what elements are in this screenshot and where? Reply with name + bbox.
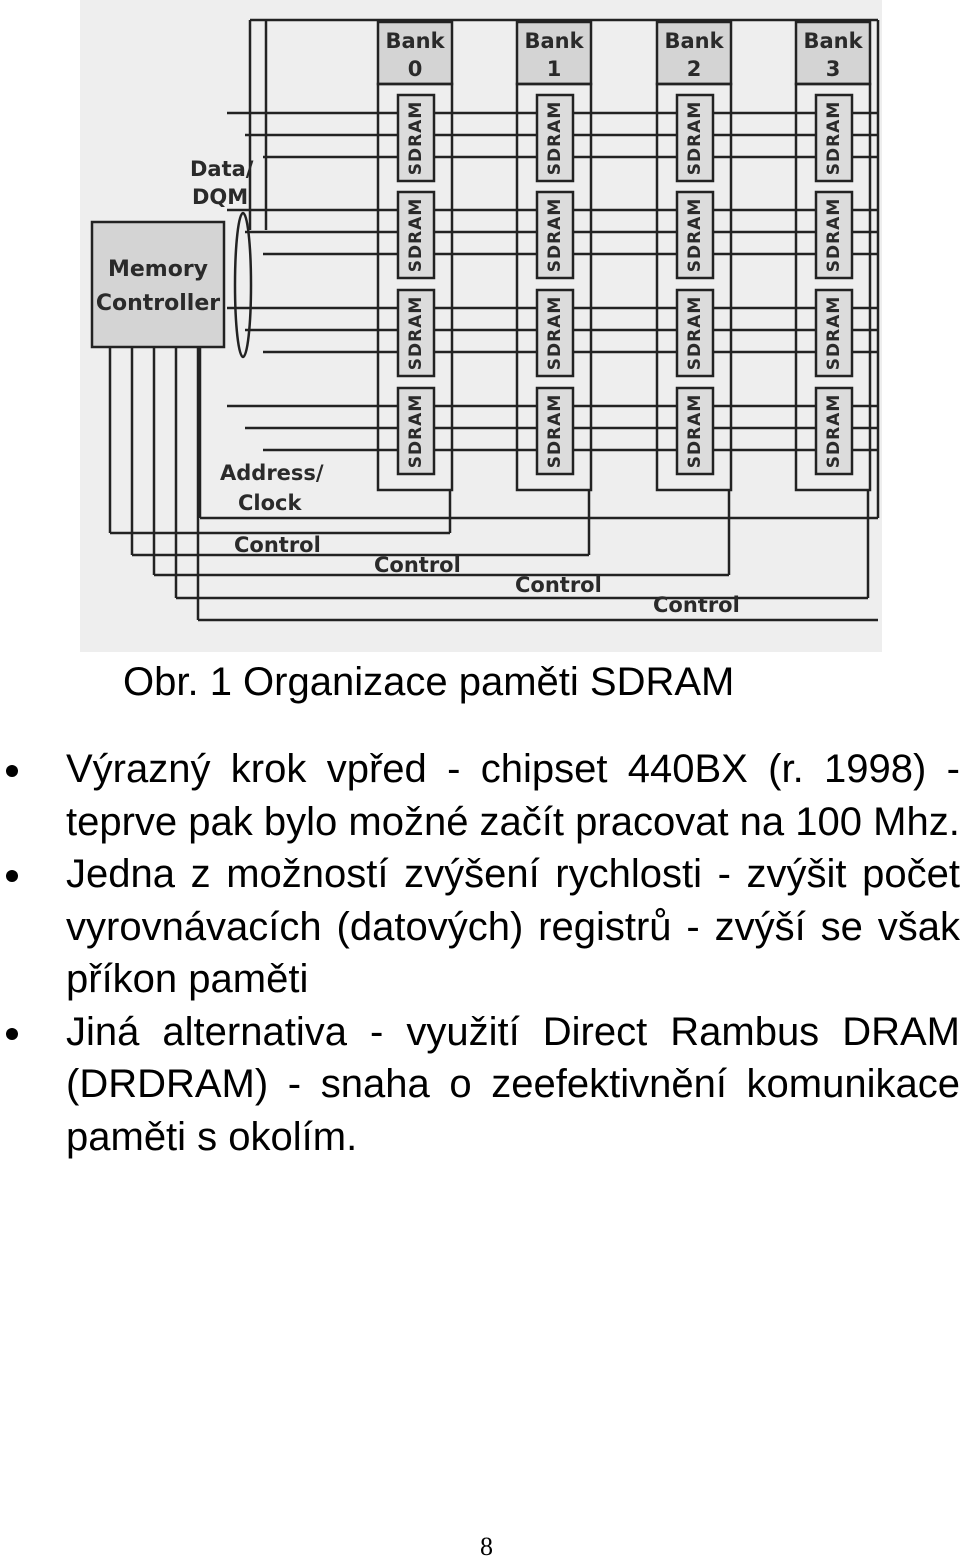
page-number: 8 [480,1532,493,1561]
sdram-chip-label: SDRAM [685,197,705,273]
memory-controller-block [92,222,224,347]
sdram-chip-label: SDRAM [824,393,844,469]
address-clock-label-line2: Clock [238,491,302,515]
bullet-item [0,848,960,1006]
sdram-chip-label: SDRAM [406,100,426,176]
bullet-list [0,743,960,1163]
address-clock-label-line1: Address/ [220,461,324,485]
memory-controller-label-line2: Controller [95,291,221,316]
bank-number: 3 [825,57,841,81]
bullet-dot-icon [6,1028,18,1040]
bank-number: 1 [546,57,562,81]
bank-label: Bank [803,29,863,53]
sdram-chip-label: SDRAM [685,393,705,469]
bank-number: 0 [407,57,423,81]
sdram-chip-label: SDRAM [545,197,565,273]
data-dqm-label-line2: DQM [192,185,249,209]
bullet-dot-icon [6,765,18,777]
memory-controller-label-line1: Memory [107,257,209,282]
bank-label: Bank [385,29,445,53]
bullet-text: Výrazný krok vpřed - chipset 440BX (r. 1998) - teprve pak bylo možné začít pracovat na 100 Mhz. [66,747,960,844]
sdram-chip-label: SDRAM [685,100,705,176]
sdram-chip-label: SDRAM [824,197,844,273]
bank-label: Bank [524,29,584,53]
sdram-chip-label: SDRAM [824,100,844,176]
data-dqm-label-line1: Data/ [190,157,254,181]
sdram-chip-label: SDRAM [406,393,426,469]
sdram-chip-label: SDRAM [824,295,844,371]
control-label-bank0: Control [234,533,321,557]
sdram-chip-label: SDRAM [685,295,705,371]
bullet-item [0,1006,960,1164]
sdram-organization-diagram [80,0,882,652]
sdram-chip-label: SDRAM [406,197,426,273]
sdram-chip-label: SDRAM [545,100,565,176]
bullet-text: Jedna z možností zvýšení rychlosti - zvýšit počet vyrovnávacích (datových) registrů - zvýší se však příkon paměti [66,852,960,1001]
control-label-bank1: Control [374,553,461,577]
sdram-chip-label: SDRAM [545,295,565,371]
sdram-chip-label: SDRAM [545,393,565,469]
bullet-text: Jiná alternativa - využití Direct Rambus DRAM (DRDRAM) - snaha o zeefektivnění komunikace paměti s okolím. [66,1009,960,1159]
figure-caption: Obr. 1 Organizace paměti SDRAM [123,660,735,704]
sdram-chip-label: SDRAM [406,295,426,371]
control-label-bank2: Control [515,573,602,597]
bullet-dot-icon [6,870,18,882]
control-label-bank3: Control [653,593,740,617]
bank-label: Bank [664,29,724,53]
bank-number: 2 [686,57,702,81]
bullet-item [0,743,960,848]
